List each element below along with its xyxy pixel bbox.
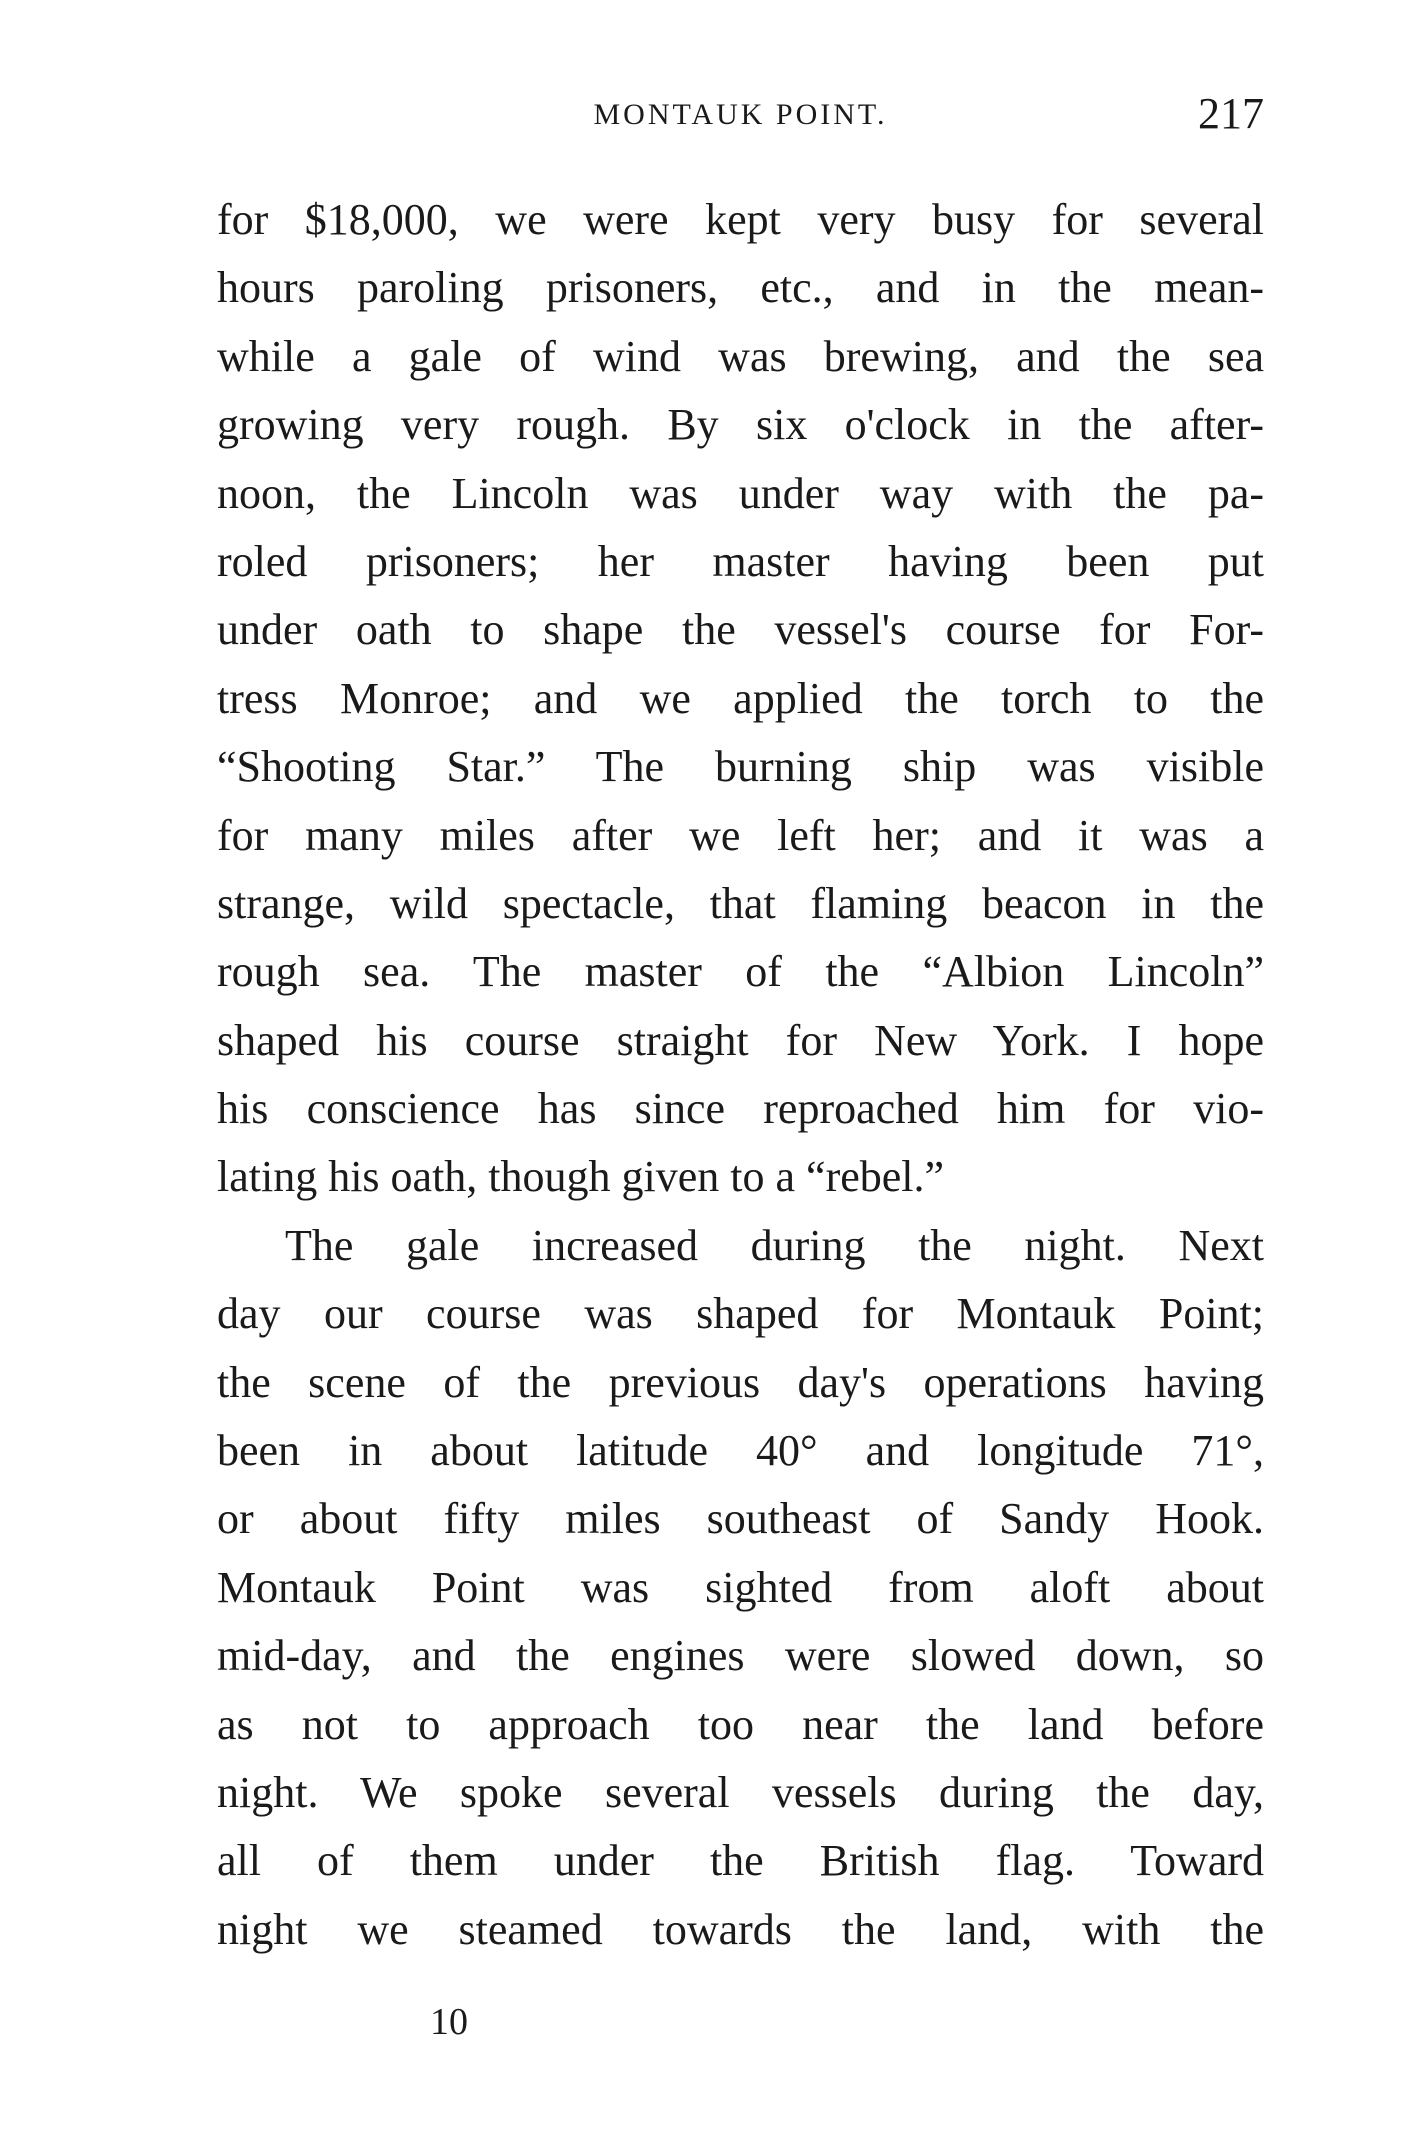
text-line: shaped his course straight for New York. I hope <box>217 1015 1264 1065</box>
text-line: under oath to shape the vessel's course for For- <box>217 605 1264 655</box>
page-number: 217 <box>1198 89 1264 138</box>
text-line: been in about latitude 40° and longitude 71°, <box>217 1426 1264 1476</box>
text-line: roled prisoners; her master having been put <box>217 536 1264 586</box>
text-line: or about fifty miles southeast of Sandy Hook. <box>217 1494 1264 1544</box>
text-line: growing very rough. By six o'clock in the after- <box>217 400 1264 450</box>
text-line: the scene of the previous day's operations having <box>217 1357 1264 1407</box>
text-line: mid-day, and the engines were slowed down, so <box>217 1631 1264 1681</box>
text-line: all of them under the British flag. Toward <box>217 1836 1264 1886</box>
signature-mark: 10 <box>430 2001 468 2043</box>
paragraph-end-line: lating his oath, though given to a “rebel.” <box>217 1152 945 1202</box>
text-line: while a gale of wind was brewing, and the sea <box>217 331 1264 381</box>
text-line: rough sea. The master of the “Albion Lincoln” <box>217 947 1264 997</box>
text-line: night we steamed towards the land, with the <box>217 1904 1264 1954</box>
text-line: tress Monroe; and we applied the torch to the <box>217 673 1264 723</box>
body-text <box>217 186 1264 1964</box>
text-line: as not to approach too near the land before <box>217 1699 1264 1749</box>
text-line: strange, wild spectacle, that flaming beacon in the <box>217 878 1264 928</box>
text-line: for $18,000, we were kept very busy for several <box>217 195 1264 244</box>
text-line: noon, the Lincoln was under way with the pa- <box>217 468 1264 518</box>
paragraph-start-line: The gale increased during the night. Next <box>285 1220 1264 1270</box>
text-line: day our course was shaped for Montauk Point; <box>217 1289 1264 1339</box>
text-line: for many miles after we left her; and it was a <box>217 810 1264 860</box>
text-line: Montauk Point was sighted from aloft about <box>217 1562 1264 1612</box>
text-line: his conscience has since reproached him for vio- <box>217 1084 1264 1134</box>
running-title: MONTAUK POINT. <box>593 98 888 131</box>
running-head <box>217 88 1264 148</box>
text-line: night. We spoke several vessels during the day, <box>217 1767 1264 1817</box>
text-line: “Shooting Star.” The burning ship was visible <box>217 742 1264 792</box>
text-line: hours paroling prisoners, etc., and in the mean- <box>217 263 1264 313</box>
